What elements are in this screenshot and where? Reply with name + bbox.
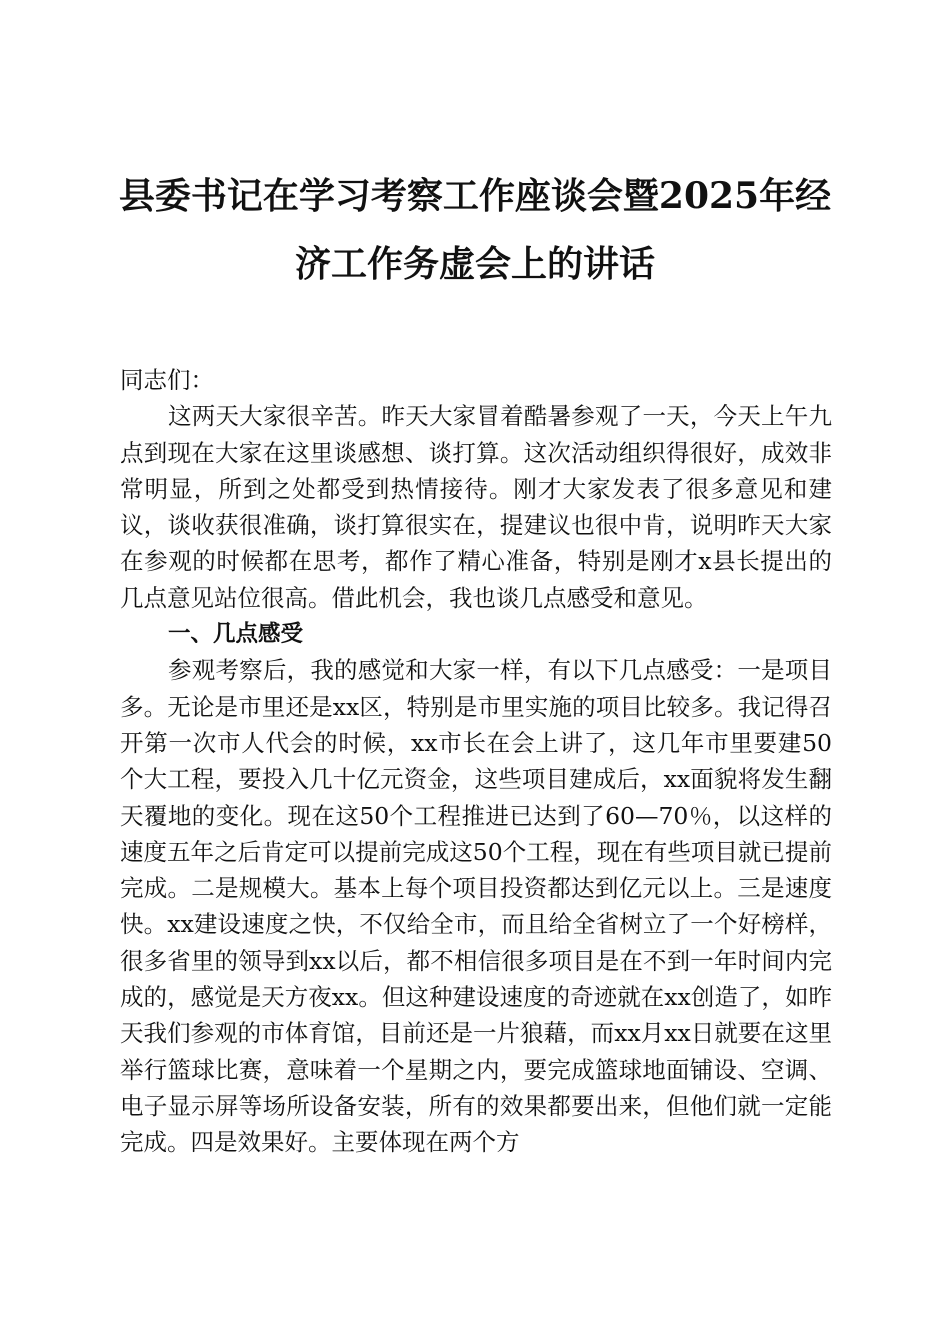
section-heading-1: 一、几点感受 [168, 621, 304, 648]
salutation: 同志们： [120, 366, 214, 394]
paragraph-impressions: 参观考察后，我的感觉和大家一样，有以下几点感受：一是项目多。无论是市里还是xx区，特别是市里实施的项目比较多。我记得召开第一次市人代会的时候，xx市长在会上讲了，这几年市里要建50个大工程，要投入几十亿元资金，这些项目建成后，xx面貌将发生翻天覆地的变化。现在这50个工程推进已达到了60—70％，以这样的速度五年之后肯定可以提前完成这50个工程，现在有些项目就已提前完成。二是规模大。基本上每个项目投资都达到亿元以上。三是速度快。xx建设速度之快，不仅给全市，而且给全省树立了一个好榜样，很多省里的领导到xx以后，都不相信很多项目是在不到一年时间内完成的，感觉是天方夜xx。但这种建设速度的奇迹就在xx创造了，如昨天我们参观的市体育馆，目前还是一片狼藉，而xx月xx日就要在这里举行篮球比赛，意味着一个星期之内，要完成篮球地面铺设、空调、电子显示屏等场所设备安装，所有的效果都要出来，但他们就一定能完成。四是效果好。主要体现在两个方 [120, 656, 832, 1157]
document-body [120, 362, 832, 1161]
document-title-line-1: 县委书记在学习考察工作座谈会暨2025年经 [118, 175, 832, 217]
document-title-line-2: 济工作务虚会上的讲话 [294, 243, 655, 285]
paragraph-opening: 这两天大家很辛苦。昨天大家冒着酷暑参观了一天，今天上午九点到现在大家在这里谈感想、谈打算。这次活动组织得很好，成效非常明显，所到之处都受到热情接待。刚才大家发表了很多意见和建议，谈收获很准确，谈打算很实在，提建议也很中肯，说明昨天大家在参观的时候都在思考，都作了精心准备，特别是刚才x县长提出的几点意见站位很高。借此机会，我也谈几点感受和意见。 [120, 402, 832, 612]
